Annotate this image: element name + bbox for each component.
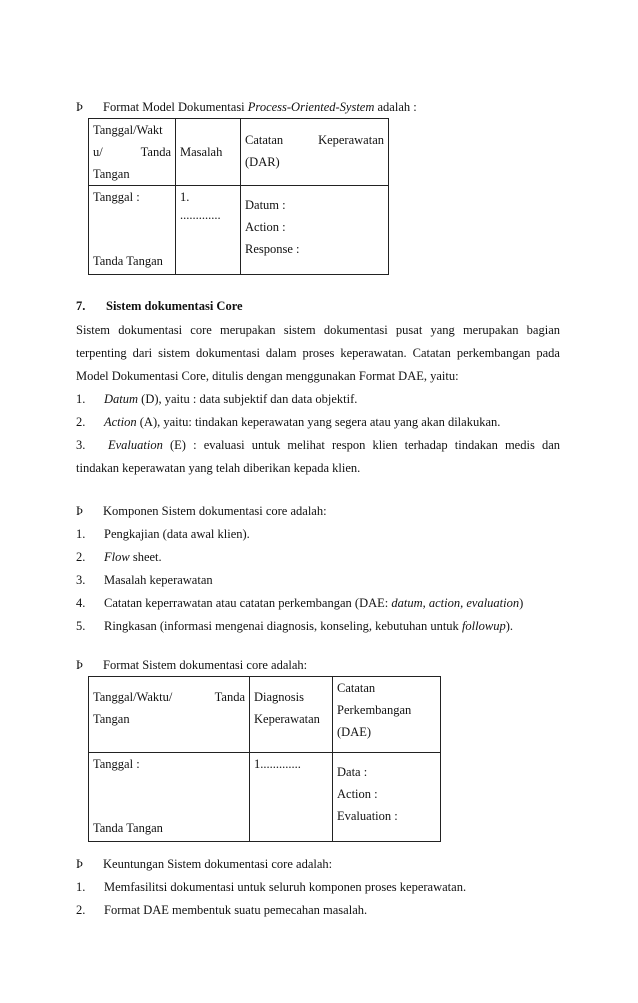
section-7-para-line: terpenting dari sistem dokumentasi dalam proses keperawatan. Catatan perkembangan pada bbox=[76, 346, 560, 360]
table-row bbox=[89, 119, 389, 186]
bullet-icon: Þ bbox=[76, 658, 83, 672]
dar-header-catatan: Catatan Keperawatan (DAR) bbox=[241, 119, 389, 186]
document-page: Þ Format Model Dokumentasi Process-Oriented-System adalah : Tanggal/Wakt u/ Tanda Tangan Masalah Catatan Keperawatan (DAR) Tanggal : Tanda Tangan 1. ............. Datum : Action : Response : 7. Sistem dokumentasi Core Sistem dokumentasi core merupakan sistem dokumentasi pusat yang merupakan bagian terpenting dari sistem dokumentasi dalam proses keperawatan. Catatan perkembangan pada Model Dokumentasi Core, ditulis dengan menggunakan Format DAE, yaitu: 1. Datum (D), yaitu : data subjektif dan data objektif. 2. Action (A), yaitu: tindakan keperawatan yang segera atau yang akan dilakukan. 3. Evaluation (E) : evaluasi untuk melihat respon klien terhadap tindakan medis dan tindakan keperawatan yang telah diberikan kepada klien. Þ Komponen Sistem dokumentasi core adalah: 1. Pengkajian (data awal klien). 2. Flow sheet. 3. Masalah keperawatan 4. Catatan keperrawatan atau catatan perkembangan (DAE: datum, action, evaluation) 5. Ringkasan (informasi mengenai diagnosis, konseling, kebutuhan untuk followup). Þ Format Sistem dokumentasi core adalah: Tanggal/Waktu/ Tanda Tangan Diagnosis Keperawatan Catatan Perkembangan (DAE) Tanggal : Tanda Tangan 1............. Data : Action : Evaluation : Þ Keuntungan Sistem dokumentasi core adalah: 1. Memfasilitsi dokumentasi untuk seluruh komponen proses keperawatan. 2. Format DAE membentuk suatu pemecahan masalah. bbox=[0, 0, 638, 1003]
dae-body-diagnosis: 1............. bbox=[250, 753, 333, 842]
section-7-para-line: Model Dokumentasi Core, ditulis dengan menggunakan Format DAE, yaitu: bbox=[76, 369, 459, 383]
section-title: Sistem dokumentasi Core bbox=[106, 299, 243, 313]
bullet-icon: Þ bbox=[76, 857, 83, 871]
dar-body-catatan: Datum : Action : Response : bbox=[241, 186, 389, 275]
dar-body-masalah: 1. ............. bbox=[176, 186, 241, 275]
dar-heading: Format Model Dokumentasi Process-Oriented-System adalah : bbox=[103, 100, 417, 114]
table-row bbox=[89, 677, 441, 753]
bullet-icon: Þ bbox=[76, 100, 83, 114]
list-item-continuation: tindakan keperawatan yang telah diberikan kepada klien. bbox=[76, 461, 361, 475]
dae-body-datetime: Tanggal : Tanda Tangan bbox=[89, 753, 250, 842]
section-7-para-line: Sistem dokumentasi core merupakan sistem dokumentasi pusat yang merupakan bagian bbox=[76, 323, 560, 337]
dae-header-datetime: Tanggal/Waktu/ Tanda Tangan bbox=[89, 677, 250, 753]
table-row bbox=[89, 186, 389, 275]
dar-table bbox=[88, 118, 389, 275]
dae-body-catatan: Data : Action : Evaluation : bbox=[333, 753, 441, 842]
dae-header-diagnosis: Diagnosis Keperawatan bbox=[250, 677, 333, 753]
dar-header-datetime: Tanggal/Wakt u/ Tanda Tangan bbox=[89, 119, 176, 186]
dae-table bbox=[88, 676, 441, 842]
dar-header-masalah: Masalah bbox=[176, 119, 241, 186]
dae-header-catatan: Catatan Perkembangan (DAE) bbox=[333, 677, 441, 753]
dar-body-datetime: Tanggal : Tanda Tangan bbox=[89, 186, 176, 275]
table-row bbox=[89, 753, 441, 842]
bullet-icon: Þ bbox=[76, 504, 83, 518]
